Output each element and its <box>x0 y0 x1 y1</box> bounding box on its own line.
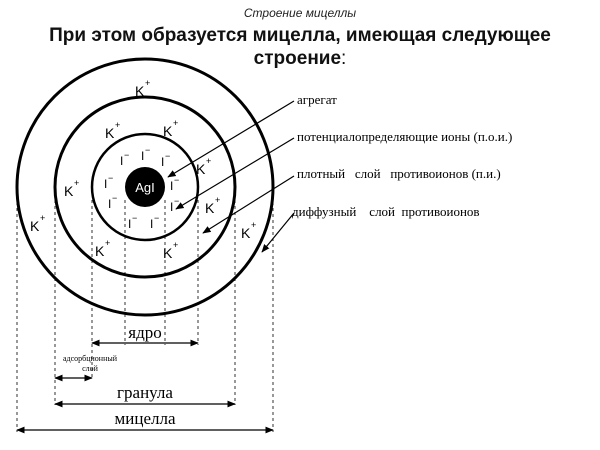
iodide-symbol: I <box>170 179 174 193</box>
iodide-charge: − <box>124 150 130 160</box>
arrow-diffuse-layer <box>262 213 294 252</box>
potassium-charge: + <box>115 120 121 130</box>
iodide-ion <box>150 213 159 231</box>
label-aggregate: агрегат <box>297 92 337 107</box>
dim-label-granule: гранула <box>117 383 173 402</box>
iodide-symbol: I <box>104 177 108 191</box>
iodide-symbol: I <box>161 155 165 169</box>
potassium-ion <box>163 118 178 139</box>
potassium-symbol: K <box>205 200 215 216</box>
iodide-ion <box>128 213 137 231</box>
potassium-charge: + <box>145 78 151 88</box>
iodide-ion <box>170 175 179 193</box>
iodide-ion <box>104 173 113 191</box>
potassium-symbol: K <box>163 123 173 139</box>
iodide-ion <box>161 151 170 169</box>
iodide-charge: − <box>165 151 171 161</box>
potassium-symbol: K <box>64 183 74 199</box>
potassium-ion <box>241 220 256 241</box>
iodide-symbol: I <box>141 149 145 163</box>
potassium-charge: + <box>40 213 46 223</box>
iodide-charge: − <box>108 173 114 183</box>
potassium-symbol: K <box>105 125 115 141</box>
iodide-symbol: I <box>150 217 154 231</box>
potassium-charge: + <box>251 220 257 230</box>
potassium-ion <box>105 120 120 141</box>
potassium-charge: + <box>74 178 80 188</box>
dim-label-nucleus: ядро <box>128 323 162 342</box>
potassium-symbol: K <box>196 161 206 177</box>
potassium-charge: + <box>105 238 111 248</box>
potassium-symbol: K <box>95 243 105 259</box>
slide-subtitle: Строение мицеллы <box>243 6 357 20</box>
heading-colon: : <box>341 48 347 69</box>
iodide-charge: − <box>174 196 180 206</box>
potassium-ion <box>64 178 79 199</box>
iodide-charge: − <box>145 145 151 155</box>
potassium-ion <box>95 238 110 259</box>
potassium-symbol: K <box>135 83 145 99</box>
iodide-symbol: I <box>128 217 132 231</box>
iodide-charge: − <box>112 193 118 203</box>
dim-label-adsorption-line2: слой <box>82 364 98 373</box>
potassium-charge: + <box>206 156 212 166</box>
potassium-ion <box>30 213 45 234</box>
label-potential-ions: потенциалопределяющие ионы (п.о.и.) <box>297 129 513 144</box>
core-label: AgI <box>135 180 155 195</box>
potassium-symbol: K <box>163 245 173 261</box>
iodide-ion <box>120 150 129 168</box>
dim-label-adsorption-line1: адсорбционный <box>62 354 118 363</box>
label-diffuse-layer: диффузный слой противоионов <box>292 204 480 219</box>
iodide-charge: − <box>132 213 138 223</box>
label-dense-layer: плотный слой противоионов (п.и.) <box>297 166 501 181</box>
iodide-ion <box>141 145 150 163</box>
potassium-charge: + <box>215 195 221 205</box>
iodide-symbol: I <box>170 200 174 214</box>
iodide-symbol: I <box>120 154 124 168</box>
potassium-charge: + <box>173 240 179 250</box>
potassium-symbol: K <box>241 225 251 241</box>
heading-text: При этом образуется мицелла, имеющая следующее строение <box>49 25 551 69</box>
iodide-charge: − <box>174 175 180 185</box>
dim-label-micelle: мицелла <box>114 409 176 428</box>
potassium-charge: + <box>173 118 179 128</box>
iodide-ion <box>170 196 179 214</box>
potassium-ion <box>205 195 220 216</box>
iodide-symbol: I <box>108 197 112 211</box>
iodide-charge: − <box>154 213 160 223</box>
iodide-ion <box>108 193 117 211</box>
potassium-symbol: K <box>30 218 40 234</box>
